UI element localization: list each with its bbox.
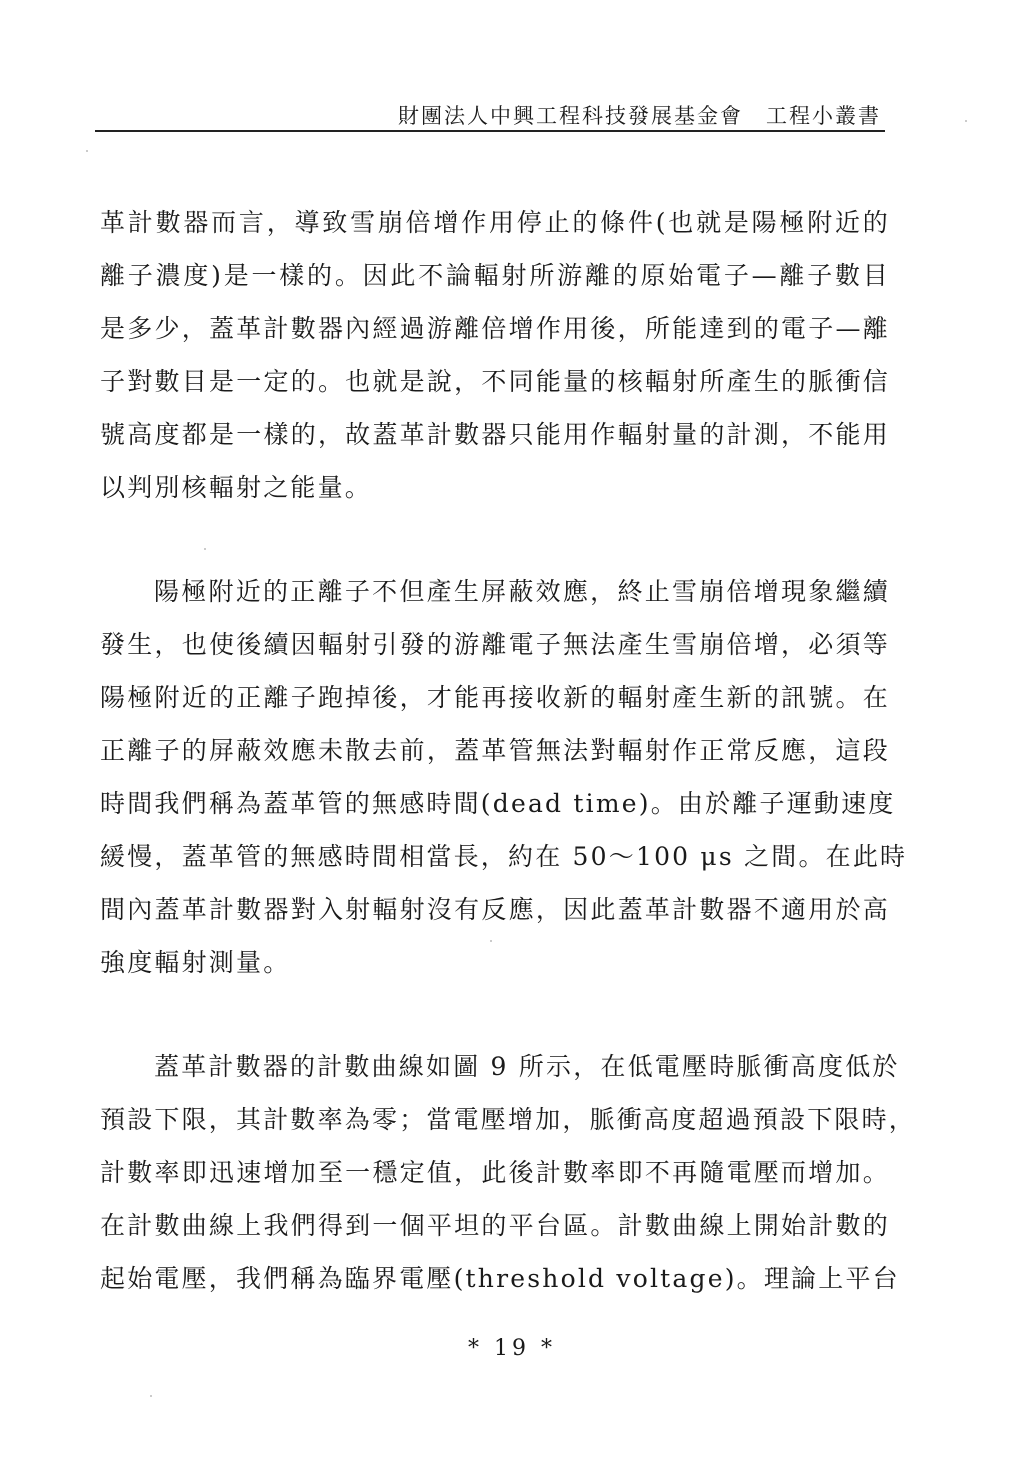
- text-line: 強度輻射測量。: [100, 948, 291, 977]
- text-line: 在計數曲線上我們得到一個平坦的平台區。計數曲線上開始計數的: [100, 1211, 890, 1240]
- scan-speck: [86, 150, 88, 152]
- scan-speck: [150, 1395, 152, 1397]
- paragraph-1: [100, 196, 890, 514]
- text-line: 緩慢，蓋革管的無感時間相當長，約在 50～100 μs 之間。在此時: [100, 842, 908, 871]
- scan-speck: [490, 940, 492, 942]
- text-line: 蓋革計數器的計數曲線如圖 9 所示，在低電壓時脈衝高度低於: [154, 1052, 900, 1081]
- scan-speck: [965, 120, 967, 122]
- text-line: 子對數目是一定的。也就是說，不同能量的核輻射所產生的脈衝信: [100, 367, 890, 396]
- text-line: 是多少，蓋革計數器內經過游離倍增作用後，所能達到的電子—離: [100, 314, 890, 343]
- text-line: 陽極附近的正離子不但產生屏蔽效應，終止雪崩倍增現象繼續: [154, 577, 890, 606]
- text-line: 起始電壓，我們稱為臨界電壓(threshold voltage)。理論上平台: [100, 1264, 900, 1293]
- text-line: 離子濃度)是一樣的。因此不論輻射所游離的原始電子—離子數目: [100, 261, 890, 290]
- header-title: 財團法人中興工程科技發展基金會 工程小叢書: [398, 104, 881, 128]
- text-line: 革計數器而言，導致雪崩倍增作用停止的條件(也就是陽極附近的: [100, 208, 890, 237]
- running-header: [95, 100, 885, 132]
- page-number: * 19 *: [468, 1336, 556, 1361]
- text-line: 以判別核輻射之能量。: [100, 473, 373, 502]
- text-line: 計數率即迅速增加至一穩定值，此後計數率即不再隨電壓而增加。: [100, 1158, 890, 1187]
- scan-speck: [204, 548, 206, 550]
- text-line: 號高度都是一樣的，故蓋革計數器只能用作輻射量的計測，不能用: [100, 420, 890, 449]
- text-line: 發生，也使後續因輻射引發的游離電子無法產生雪崩倍增，必須等: [100, 630, 890, 659]
- text-line: 時間我們稱為蓋革管的無感時間(dead time)。由於離子運動速度: [100, 789, 896, 818]
- text-line: 預設下限，其計數率為零；當電壓增加，脈衝高度超過預設下限時，: [100, 1105, 917, 1134]
- paragraph-2: [100, 565, 908, 989]
- paragraph-3: [100, 1040, 917, 1305]
- text-line: 陽極附近的正離子跑掉後，才能再接收新的輻射產生新的訊號。在: [100, 683, 890, 712]
- text-line: 間內蓋革計數器對入射輻射沒有反應，因此蓋革計數器不適用於高: [100, 895, 890, 924]
- text-line: 正離子的屏蔽效應未散去前，蓋革管無法對輻射作正常反應，這段: [100, 736, 890, 765]
